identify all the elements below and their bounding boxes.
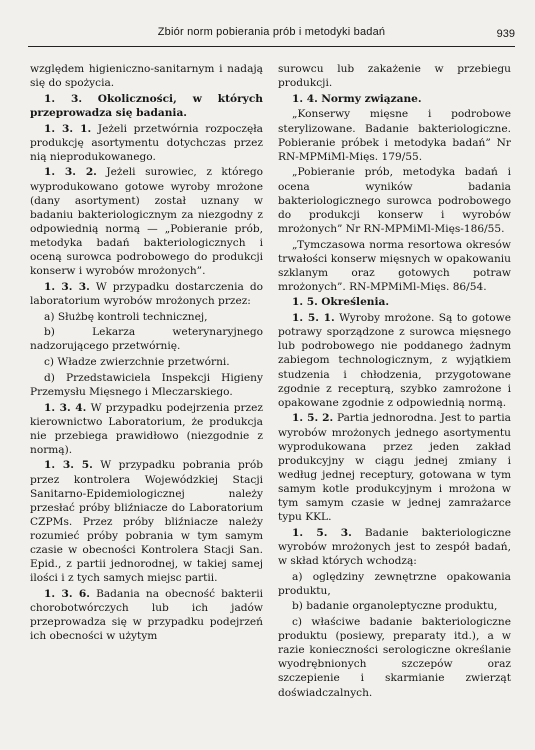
paragraph-text: „Pobieranie prób, metodyka badań i ocena wyników badania bakteriologicznego surowca podrobowego do produkcji konserw i wyrobów mrożonych” Nr RN-MPMiMl-Mięs-186/55. (278, 166, 511, 235)
section-number: 1. 3. 4. (44, 401, 87, 414)
paragraph-text: Jeżeli przetwórnia rozpoczęła produkcję asortymentu dotychczas przez nią nieprodukowanego. (30, 122, 264, 163)
section-heading (278, 295, 511, 309)
section-number: 1. 3. 3. (44, 280, 90, 293)
section-heading (278, 92, 511, 106)
paragraph-text: a) Służbę kontroli technicznej, (44, 310, 208, 323)
paragraph-text: „Tymczasowa norma resortowa okresów trwałości konserw mięsnych w opakowaniu szklanym oraz gotowych potraw mrożonych”. RN-MPMiMl-Mięs. 86/54. (278, 238, 511, 293)
paragraph-text: „Konserwy mięsne i podrobowe sterylizowane. Badanie bakteriologiczne. Pobieranie próbek i metodyka badań” Nr RN-MPMiMl-Mięs. 179/55. (278, 108, 511, 163)
paragraph (30, 165, 263, 278)
page-header (28, 24, 515, 47)
paragraph (278, 311, 511, 410)
section-number: 1. 3. 5. (44, 459, 93, 472)
paragraph-text: Badanie bakteriologiczne wyrobów mrożonych jest to zespół badań, w skład których wchodzą: (278, 526, 512, 567)
paragraph-text: W przypadku dostarczenia do laboratorium wyrobów mrożonych przez: (30, 280, 264, 307)
paragraph (30, 355, 263, 369)
right-column (278, 62, 511, 701)
paragraph (30, 371, 263, 399)
paragraph-text: b) badanie organoleptyczne produktu, (292, 600, 498, 613)
paragraph-text: W przypadku pobrania prób przez kontrolera Wojewódzkiej Stacji Sanitarno-Epidemiologicznej należy przesłać próby bliźniacze do Laboratorium CZPMs. Przez próby bliźniacze należy rozumieć próby pobrania w tym samym czasie w obecności Kontrolera Stacji San. Epid., z partii jednorodnej, w takiej samej ilości i z tych samych miejsc partii. (30, 459, 263, 585)
paragraph (30, 280, 263, 308)
paragraph-text: d) Przedstawiciela Inspekcji Higieny Przemysłu Mięsnego i Mleczarskiego. (30, 371, 263, 398)
section-number: 1. 4. (292, 92, 318, 105)
paragraph-text: Wyroby mrożone. Są to gotowe potrawy sporządzone z surowca mięsnego lub podrobowego nie poddanego żadnym zabiegom technologicznym, z wyjątkiem studzenia i chłodzenia, przygotowane zgodnie z recepturą, szybko zamrożone i opakowane zgodnie z odpowiednią normą. (278, 312, 511, 409)
section-heading (30, 92, 263, 120)
heading-text: Okoliczności, w których przeprowadza się badania. (30, 92, 263, 119)
page-number: 939 (496, 28, 515, 40)
paragraph (30, 458, 263, 585)
paragraph-text: c) właściwe badanie bakteriologiczne produktu (posiewy, preparaty itd.), a w razie konieczności serologiczne określanie wyodrębnionych szczepów oraz szczepienie i skarmianie zwierząt doświadczalnych. (278, 616, 511, 699)
left-column (30, 62, 263, 645)
section-number: 1. 5. 2. (292, 412, 334, 425)
paragraph-text: względem higieniczno-sanitarnym i nadają się do spożycia. (30, 63, 263, 90)
paragraph-text: W przypadku podejrzenia przez kierownictwo Laboratorium, że produkcja nie przebiega prawidłowo (niezgodnie z normą). (30, 401, 263, 456)
paragraph (278, 107, 511, 163)
paragraph (278, 570, 511, 598)
heading-text: Określenia. (321, 296, 390, 309)
section-number: 1. 3. 1. (44, 122, 92, 135)
section-number: 1. 3. (44, 92, 83, 105)
paragraph-text: surowcu lub zakażenie w przebiegu produkcji. (278, 63, 511, 90)
paragraph (30, 122, 263, 164)
section-number: 1. 5. 3. (292, 526, 352, 539)
paragraph (278, 411, 511, 524)
section-number: 1. 5. 1. (292, 312, 335, 325)
paragraph (278, 526, 511, 568)
section-number: 1. 3. 2. (44, 166, 97, 179)
paragraph-text: c) Władze zwierzchnie przetwórni. (44, 356, 230, 369)
paragraph-text: b) Lekarza weterynaryjnego nadzorującego przetwórnię. (30, 326, 263, 353)
paragraph-text: a) oględziny zewnętrzne opakowania produktu, (278, 570, 511, 597)
paragraph (278, 599, 511, 613)
paragraph-text: Jeżeli surowiec, z którego wyprodukowano gotowe wyroby mrożone (dany asortyment) został uznany w badaniu bakteriologicznym za niezgodny z odpowiednią normą — „Pobieranie prób, metodyka badań bakteriologicznych i oceną surowca podrobowego do produkcji konserw i wyrobów mrożonych”. (30, 166, 263, 278)
section-number: 1. 5. (292, 296, 318, 309)
paragraph (30, 325, 263, 353)
paragraph (30, 310, 263, 324)
paragraph (30, 401, 263, 457)
paragraph (30, 62, 263, 90)
paragraph (278, 165, 511, 235)
paragraph-text: Badania na obecność bakterii chorobotwórczych lub ich jadów przeprowadza się w przypadku podejrzeń ich obecności w użytym (30, 587, 263, 643)
paragraph (278, 615, 511, 700)
section-number: 1. 3. 6. (44, 587, 90, 600)
paragraph-text: Partia jednorodna. Jest to partia wyrobów mrożonych jednego asortymentu wyprodukowana przez jeden zakład produkcyjny w ciągu jednej zmiany i według jednej receptury, gotowana w tym samym kotle produkcyjnym i mrożona w tym samym czasie w jednej zamrażarce typu KKL. (278, 412, 511, 524)
paragraph (278, 62, 511, 90)
paragraph (30, 587, 263, 643)
running-title: Zbiór norm pobierania prób i metodyki badań (157, 26, 386, 38)
paragraph (278, 238, 511, 294)
heading-text: Normy związane. (321, 92, 422, 105)
